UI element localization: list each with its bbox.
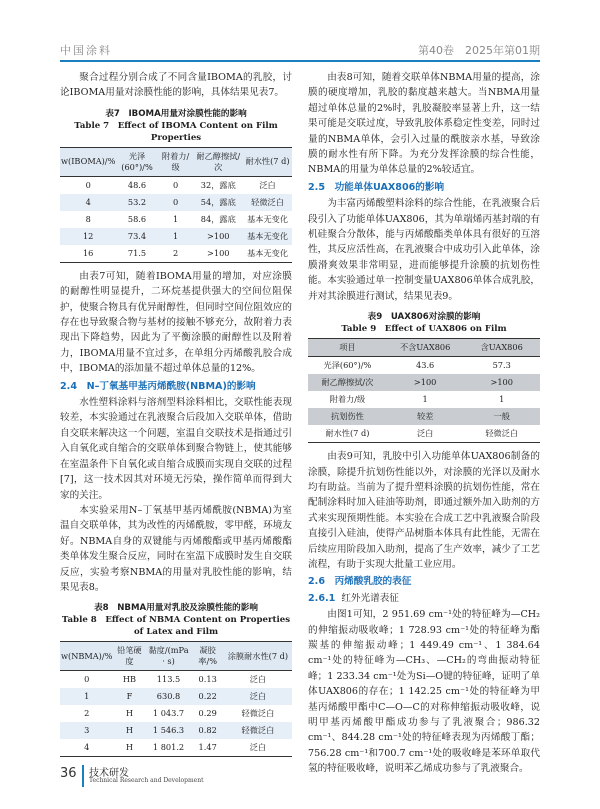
- table-cell: 泛白: [249, 674, 267, 685]
- table-cell: 32，露底: [200, 179, 236, 190]
- page-number: 36: [60, 766, 77, 781]
- table9-caption: [308, 311, 540, 335]
- table-cell: 630.8: [156, 691, 181, 702]
- table-cell: 一般: [493, 411, 510, 422]
- section-2-5-paragraph: 为丰富丙烯酸塑料涂料的综合性能，在乳液聚合后段引入了功能单体UAX806，其为单端烯丙基封端的有机硅聚合分散体，能与丙烯酸酯类单体具有很好的互溶性，其反应活性高，在乳液聚合中成功引入此单体，涂膜滑爽效果非常明显，进而能够提升涂膜的抗划伤性能。本实验通过单一控制变量UAX806单体合成乳胶，并对其涂膜进行测试，结果见表9。: [308, 198, 540, 302]
- table9-discussion: 由表9可知，乳胶中引入功能单体UAX806制备的涂膜，除提升抗划伤性能以外，对涂膜的光泽以及耐水均有助益。当前为了提升塑料涂膜的抗划伤性能，常在配制涂料时加入硅油等助剂，即通过额外加入助剂的方式来实现预期性能。本实验在合成工艺中乳液聚合阶段直接引入硅油，使得产品树脂本体具有此性能，无需在后续应用阶段加入助剂，提高了生产效率，减少了工艺流程，有助于实现大批量工业应用。: [308, 451, 540, 570]
- table-cell: 48.6: [127, 179, 147, 190]
- table-cell: 轻微泛白: [463, 425, 540, 443]
- table-cell: 0.22: [198, 691, 217, 702]
- table-cell: >100: [413, 377, 437, 388]
- table-cell: 0: [84, 674, 90, 685]
- section-2-6-heading: 2.6 丙烯酸乳胶的表征: [308, 576, 412, 588]
- table7: [60, 147, 292, 263]
- table-cell: 0.13: [198, 674, 217, 685]
- table-row: [308, 391, 540, 408]
- header-rule: [60, 60, 540, 62]
- table-cell: 基本无变化: [243, 245, 292, 263]
- table-cell: 57.3: [492, 360, 511, 371]
- table-cell: 84，露底: [200, 213, 236, 224]
- table9-header: 含UAX806: [463, 339, 540, 357]
- table-cell: 0: [172, 196, 179, 207]
- table-cell: 抗划伤性: [331, 411, 364, 422]
- footer-section-cn: 技术研发: [89, 768, 129, 779]
- table-cell: >100: [193, 245, 243, 263]
- table-cell: 轻微泛白: [251, 196, 284, 207]
- table-cell: 泛白: [387, 425, 464, 443]
- subsection-title: 红外光谱表征: [341, 592, 399, 604]
- subsection-number: 2.6.1: [308, 592, 336, 604]
- table-cell: 8: [85, 213, 91, 224]
- table-cell: 0: [172, 179, 179, 190]
- table-cell: 1: [84, 691, 90, 702]
- table-cell: 2: [158, 245, 194, 263]
- table-row: [308, 425, 540, 443]
- table-cell: 1: [172, 230, 179, 241]
- table-row: [60, 705, 292, 722]
- table-cell: 基本无变化: [247, 213, 289, 224]
- table-cell: 泛白: [259, 179, 276, 190]
- table9-title-cn: 表9 UAX806对涂膜的影响: [367, 312, 481, 323]
- table-cell: 54，露底: [200, 196, 236, 207]
- footer-divider: [82, 765, 84, 787]
- page-header: [0, 0, 600, 66]
- table-cell: >100: [490, 377, 513, 388]
- right-column: [308, 70, 540, 777]
- table-cell: 71.5: [116, 245, 157, 263]
- table-cell: 53.2: [127, 196, 147, 207]
- table-row: [308, 408, 540, 425]
- table7-discussion: 由表7可知，随着IBOMA用量的增加，对应涂膜的耐醇性明显提升，二环烷基提供强大的空间位阻保护，使聚合物具有优异耐醇性，但同时空间位阻效应的存在也导致聚合物与基材的接触不够充分，故附着力表现出下降趋势，因此为了平衡涂膜的耐醇性以及附着力，IBOMA用量不宜过多，在单组分丙烯酸乳胶合成中，IBOMA的添加量不超过单体总量的12%。: [60, 270, 292, 375]
- table9-title-en: Table 9 Effect of UAX806 on Film: [341, 324, 507, 335]
- table-row: [60, 228, 292, 245]
- section-2-5-heading: 2.5 功能单体UAX806的影响: [308, 181, 445, 193]
- table-row: [308, 357, 540, 375]
- table-cell: 4: [85, 196, 91, 207]
- table7-header: 光泽(60°)/%: [116, 147, 157, 176]
- table-row: [60, 211, 292, 228]
- table-cell: 附着力/级: [329, 394, 366, 405]
- table7-header-row: [60, 147, 292, 176]
- section-2-4-paragraph-1: 水性塑料涂料与溶剂型料涂料相比，交联性能表现较差，本实验通过在乳液聚合后段加入交联单体，借助自交联来解决这一个问题，室温自交联技术是指通过引入自氧化或自缩合的交联单体到聚合物链上，使其能够在室温条件下自氧化或自缩合成膜而实现自交联的过程[7]，这一技术因其对环境无污染，操作简单而得到大家的关注。: [60, 397, 292, 501]
- section-2-4-paragraph-2: 本实验采用N–丁氧基甲基丙烯酰胺(NBMA)为室温自交联单体，其为改性的丙烯酰胺，零甲醛，环境友好。NBMA自身的双键能与丙烯酸酯或甲基丙烯酸酯类单体发生聚合反应，同时在室温下成膜时发生自交联反应，实验考察NBMA的用量对乳胶性能的影响，结果见表8。: [60, 504, 292, 593]
- table-cell: 73.4: [127, 230, 147, 241]
- table-cell: 基本无变化: [247, 230, 289, 241]
- footer-section-en: Technical Research and Development: [89, 777, 204, 784]
- table8-title-en: Table 8 Effect of NBMA Content on Properties of Latex and Film: [61, 615, 291, 638]
- table8-header: 涂膜耐水性(7 d): [224, 642, 292, 671]
- table-cell: 1 801.2: [145, 739, 191, 757]
- table9-header-row: [308, 339, 540, 357]
- table7-title-cn: 表7 IBOMA用量对涂膜性能的影响: [105, 108, 247, 119]
- section-2-6-1-paragraph: 由图1可知，2 951.69 cm⁻¹处的特征峰为—CH₂的伸缩振动吸收峰；1 728.93 cm⁻¹处的特征峰为酯羰基的伸缩振动峰；1 449.49 cm⁻¹、1 384.64 cm⁻¹处的特征峰为—CH₃、—CH₂的弯曲振动特征峰；1 233.34 cm⁻¹处为Si—O键的特征峰，证明了单体UAX806的存在；1 142.25 cm⁻¹处的特征峰为甲基丙烯酸甲酯中C—O—C的对称伸缩振动吸收峰，说明甲基丙烯酸甲酯成功参与了乳液聚合；986.32 cm⁻¹、844.28 cm⁻¹处的特征峰表现为丙烯酸丁酯；756.28 cm⁻¹和700.7 cm⁻¹处的吸收峰是苯环单取代氢的特征吸收峰，说明苯乙烯成功参与了乳液聚合。: [308, 609, 540, 775]
- table-cell: 4: [60, 739, 113, 757]
- table8-header: 凝胶率/%: [192, 642, 224, 671]
- table-row: [60, 176, 292, 194]
- table-cell: 1 546.3: [152, 725, 185, 736]
- table-cell: 1: [422, 394, 428, 405]
- table7-header: 附着力/级: [158, 147, 194, 176]
- table-row: [60, 671, 292, 689]
- table-cell: HB: [122, 674, 137, 685]
- table-cell: 泛白: [249, 691, 267, 702]
- left-column: [60, 70, 292, 763]
- table-cell: 16: [60, 245, 116, 263]
- table7-caption: [60, 108, 292, 144]
- table-cell: H: [125, 725, 134, 736]
- table9-header: 项目: [308, 339, 387, 357]
- table8-title-cn: 表8 NBMA用量对乳胶及涂膜性能的影响: [94, 603, 258, 614]
- table8-header-row: [60, 642, 292, 671]
- table-cell: F: [126, 691, 133, 702]
- table9: [308, 338, 540, 443]
- table7-header: w(IBOMA)/%: [60, 147, 116, 176]
- issue-info: 第40卷 2025年第01期: [418, 44, 540, 57]
- table-cell: 1: [499, 394, 505, 405]
- table-cell: 1.47: [192, 739, 224, 757]
- table8-header: 铅笔硬度: [113, 642, 145, 671]
- table-cell: 耐水性(7 d): [308, 425, 387, 443]
- section-2-6-1-heading: [308, 591, 540, 606]
- table-cell: 12: [82, 230, 94, 241]
- table-cell: H: [125, 708, 134, 719]
- table8-discussion: 由表8可知，随着交联单体NBMA用量的提高，涂膜的硬度增加，乳胶的黏度越来越大。当NBMA用量超过单体总量的2%时，乳胶凝胶率显著上升，这一结果可能是交联过度，导致乳胶体系稳定性变差，同时过量的NBMA单体，会引入过量的酰胺亲水基，导致涂膜的耐水性有所下降。为充分发挥涂膜的综合性能，NBMA的用量为单体总量的2%较适宜。: [308, 72, 540, 176]
- table-cell: 耐乙醇擦拭/次: [321, 377, 374, 388]
- table-cell: 泛白: [224, 739, 292, 757]
- table9-header: 不含UAX806: [387, 339, 464, 357]
- table-row: [308, 374, 540, 391]
- table-cell: 43.6: [416, 360, 435, 371]
- section-2-4-heading: 2.4 N–丁氧基甲基丙烯酰胺(NBMA)的影响: [60, 380, 256, 392]
- page-footer: [60, 763, 260, 787]
- table-cell: >100: [207, 230, 230, 241]
- table-cell: 0.29: [198, 708, 217, 719]
- table-cell: 113.5: [156, 674, 181, 685]
- table-cell: 轻微泛白: [241, 725, 275, 736]
- table-row: [60, 739, 292, 757]
- table-cell: 0: [85, 179, 91, 190]
- table-cell: 58.6: [127, 213, 147, 224]
- table-row: [60, 722, 292, 739]
- table7-header: 耐水性(7 d): [243, 147, 292, 176]
- table-cell: 1 043.7: [152, 708, 185, 719]
- journal-name: 中国涂料: [60, 44, 112, 57]
- table8: [60, 641, 292, 757]
- table8-caption: [60, 602, 292, 638]
- table-cell: 较差: [416, 411, 434, 422]
- table-cell: 光泽(60°)/%: [323, 360, 372, 371]
- table-row: [60, 194, 292, 211]
- table8-header: 黏度/(mPa · s): [145, 642, 191, 671]
- table-cell: 轻微泛白: [241, 708, 275, 719]
- table-cell: H: [113, 739, 145, 757]
- table-cell: 3: [84, 725, 90, 736]
- table-cell: 0.82: [198, 725, 217, 736]
- table-cell: 2: [84, 708, 90, 719]
- intro-paragraph: 聚合过程分别合成了不同含量IBOMA的乳胶，讨论IBOMA用量对涂膜性能的影响，具体结果见表7。: [60, 72, 292, 99]
- table-row: [60, 688, 292, 705]
- table-cell: 1: [172, 213, 179, 224]
- table7-title-en: Table 7 Effect of IBOMA Content on Film Properties: [74, 120, 278, 143]
- table7-header: 耐乙醇擦拭/次: [193, 147, 243, 176]
- table-row: [60, 245, 292, 263]
- table8-header: w(NBMA)/%: [60, 642, 113, 671]
